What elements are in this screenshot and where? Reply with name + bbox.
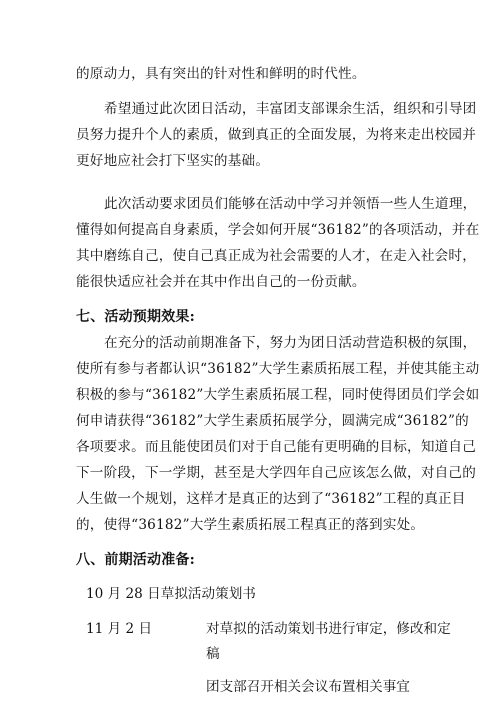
hope-paragraph-line-2: 员努力提升个人的素质，做到真正的全面发展，为将来走出校园并: [76, 127, 477, 143]
schedule-item-2-desc-line-2: 稿: [206, 646, 220, 662]
section7-heading: 七、活动预期效果:: [76, 309, 195, 325]
section7-line-3: 积极的参与“36182”大学生素质拓展工程，同时使得团员们学会如: [76, 387, 480, 403]
requirement-paragraph-line-4: 能很快适应社会并在其中作出自己的一份贡献。: [76, 274, 366, 290]
schedule-item-2-desc-line-1: 对草拟的活动策划书进行审定，修改和定: [206, 621, 451, 637]
section7-line-5: 各项要求。而且能使团员们对于自己能有更明确的目标，知道自己: [76, 439, 477, 455]
paragraph-continuation: 的原动力，具有突出的针对性和鲜明的时代性。: [76, 66, 366, 82]
schedule-item-1: 10 月 28 日草拟活动策划书: [86, 586, 256, 602]
schedule-item-2-desc-line-3: 团支部召开相关会议布置相关事宜: [206, 679, 410, 695]
section8-heading: 八、前期活动准备:: [76, 552, 195, 568]
hope-paragraph-line-1: 希望通过此次团日活动，丰富团支部课余生活，组织和引导团: [104, 101, 477, 117]
section7-line-7: 人生做一个规划，这样才是真正的达到了“36182”工程的真正目: [76, 491, 466, 507]
requirement-paragraph-line-1: 此次活动要求团员们能够在活动中学习并领悟一些人生道理，: [104, 196, 477, 212]
requirement-paragraph-line-2: 懂得如何提高自身素质，学会如何开展“36182”的各项活动，并在: [76, 222, 480, 238]
section7-line-2: 使所有参与者都认识“36182”大学生素质拓展工程，并使其能主动: [76, 361, 480, 377]
schedule-item-2-date: 11 月 2 日: [86, 621, 153, 637]
requirement-paragraph-line-3: 其中磨练自己，使自己真正成为社会需要的人才，在走入社会时，: [76, 248, 477, 264]
hope-paragraph-line-3: 更好地应社会打下坚实的基础。: [76, 153, 270, 169]
section7-line-6: 下一阶段，下一学期，甚至是大学四年自己应该怎么做，对自己的: [76, 465, 477, 481]
section7-line-8: 的，使得“36182”大学生素质拓展工程真正的落到实处。: [76, 517, 425, 533]
section7-line-4: 何申请获得“36182”大学生素质拓展学分，圆满完成“36182”的: [76, 413, 469, 429]
section7-line-1: 在充分的活动前期准备下，努力为团日活动营造积极的氛围，: [104, 335, 477, 351]
